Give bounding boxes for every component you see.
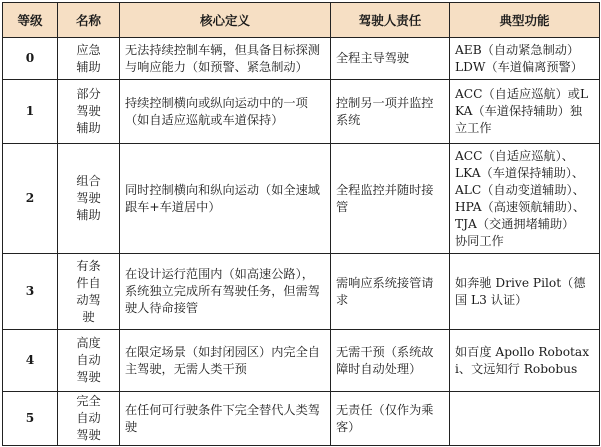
definition-cell: 在设计运行范围内（如高速公路），系统独立完成所有驾驶任务，但需驾驶人待命接管	[120, 254, 331, 330]
table-row	[3, 392, 600, 446]
responsibility-cell: 控制另一项并监控系统	[331, 80, 450, 144]
table-row	[3, 38, 600, 80]
functions-cell: AEB（自动紧急制动） LDW（车道偏离预警）	[450, 38, 600, 80]
header-row	[3, 3, 600, 38]
level-cell: 2	[3, 144, 58, 254]
responsibility-cell: 需响应系统接管请求	[331, 254, 450, 330]
functions-cell: 如奔驰 Drive Pilot（德国 L3 认证）	[450, 254, 600, 330]
autonomy-levels-table	[2, 2, 600, 446]
name-cell: 完全 自动 驾驶	[58, 392, 120, 446]
definition-cell: 持续控制横向或纵向运动中的一项（如自适应巡航或车道保持）	[120, 80, 331, 144]
header-name: 名称	[58, 3, 120, 38]
header-responsibility: 驾驶人责任	[331, 3, 450, 38]
name-cell: 应急 辅助	[58, 38, 120, 80]
table-row	[3, 80, 600, 144]
functions-cell	[450, 392, 600, 446]
definition-cell: 同时控制横向和纵向运动（如全速域跟车+车道居中）	[120, 144, 331, 254]
responsibility-cell: 全程监控并随时接管	[331, 144, 450, 254]
level-cell: 0	[3, 38, 58, 80]
table-row	[3, 144, 600, 254]
level-cell: 5	[3, 392, 58, 446]
table-row	[3, 330, 600, 392]
functions-cell: 如百度 Apollo Robotaxi、文远知行 Robobus	[450, 330, 600, 392]
name-cell: 组合 驾驶 辅助	[58, 144, 120, 254]
header-definition: 核心定义	[120, 3, 331, 38]
functions-cell: ACC（自适应巡航）或LKA（车道保持辅助）独立工作	[450, 80, 600, 144]
definition-cell: 无法持续控制车辆，但具备目标探测与响应能力（如预警、紧急制动）	[120, 38, 331, 80]
name-cell: 部分 驾驶 辅助	[58, 80, 120, 144]
name-cell: 高度 自动 驾驶	[58, 330, 120, 392]
responsibility-cell: 无需干预（系统故障时自动处理）	[331, 330, 450, 392]
level-cell: 3	[3, 254, 58, 330]
header-level: 等级	[3, 3, 58, 38]
definition-cell: 在限定场景（如封闭园区）内完全自主驾驶，无需人类干预	[120, 330, 331, 392]
responsibility-cell: 无责任（仅作为乘客）	[331, 392, 450, 446]
level-cell: 1	[3, 80, 58, 144]
table-row	[3, 254, 600, 330]
header-functions: 典型功能	[450, 3, 600, 38]
level-cell: 4	[3, 330, 58, 392]
responsibility-cell: 全程主导驾驶	[331, 38, 450, 80]
definition-cell: 在任何可行驶条件下完全替代人类驾驶	[120, 392, 331, 446]
functions-cell: ACC（自适应巡航）、 LKA（车道保持辅助）、 ALC（自动变道辅助）、 HPA（高速领航辅助）、 TJA（交通拥堵辅助） 协同工作	[450, 144, 600, 254]
name-cell: 有条 件自 动驾 驶	[58, 254, 120, 330]
